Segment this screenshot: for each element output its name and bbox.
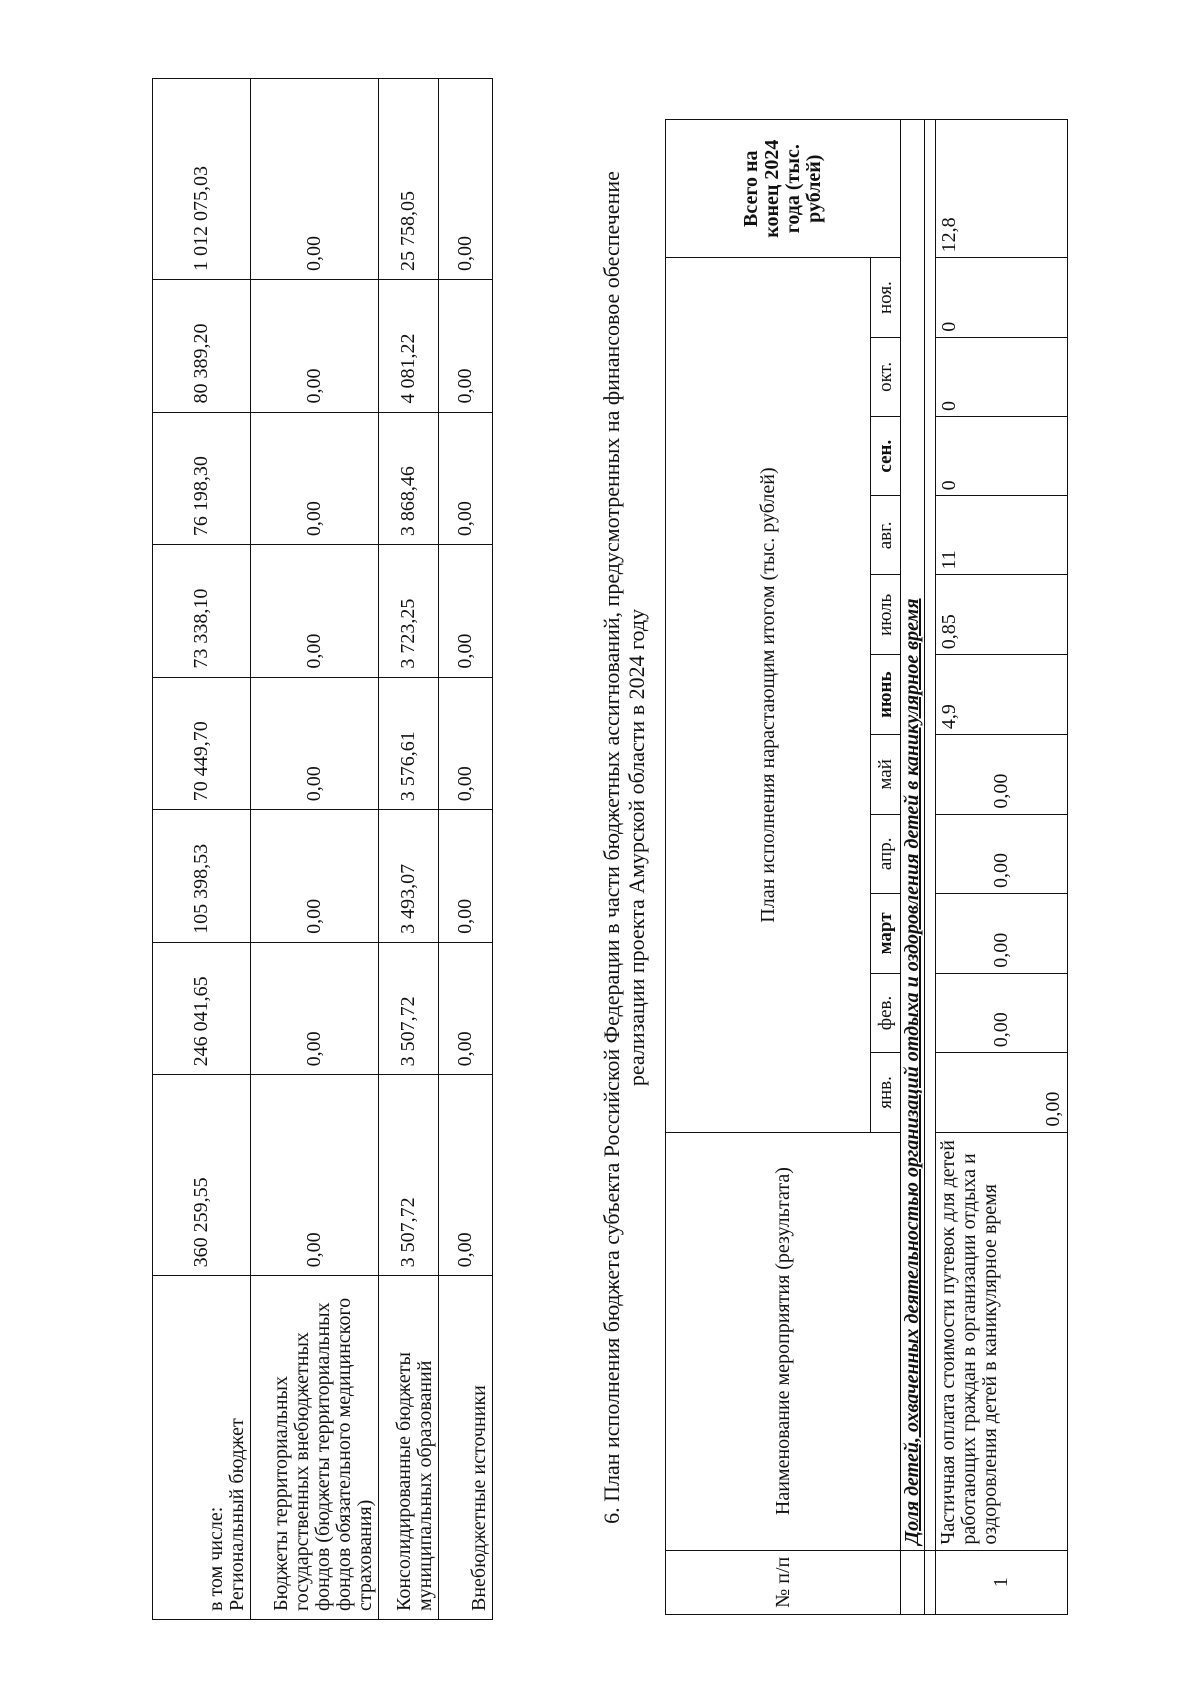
value-cell: 76 198,30 [153,412,251,545]
value-cell: 0,00 [439,545,493,678]
value-cell: 73 338,10 [153,545,251,678]
month-header: авг. [871,496,901,575]
row-label: Внебюджетные источники [439,1276,493,1620]
value-cell: 0,00 [936,814,1068,893]
value-cell: 11 [936,496,1068,575]
value-cell: 0,85 [936,575,1068,655]
row-label: в том числе: Региональный бюджет [153,1276,251,1620]
total-cell: 12,8 [936,120,1068,258]
table-row [379,79,439,1620]
value-cell: 246 041,65 [153,942,251,1075]
row-number: 1 [936,1550,1068,1614]
col-header-name: Наименование мероприятия (результата) [666,1132,901,1550]
heading-line-2: реализации проекта Амурской области в 2024 году [623,608,649,1087]
month-header: ноя. [871,258,901,337]
section-6-heading [600,0,649,1695]
row-label: Консолидированные бюджеты муниципальных образований [379,1276,439,1620]
header-row [666,120,871,1615]
table-row [439,79,493,1620]
value-cell: 0 [936,337,1068,416]
value-cell: 105 398,53 [153,810,251,943]
value-cell: 0,00 [439,810,493,943]
month-header: июнь [871,655,901,735]
value-cell: 0,00 [251,412,379,545]
month-header: сен. [871,416,901,495]
col-header-num: № п/п [666,1550,901,1614]
value-cell: 0,00 [439,79,493,280]
value-cell: 0,00 [251,677,379,810]
value-cell: 0,00 [251,79,379,280]
value-cell: 4,9 [936,655,1068,735]
row-label: Бюджеты территориальных государственных внебюджетных фондов (бюджеты территориальных фондов обязательного медицинского страхования) [251,1276,379,1620]
month-header: июль [871,575,901,655]
value-cell: 1 012 075,03 [153,79,251,280]
section-title: Доля детей, охваченных деятельностью организаций отдыха и оздоровления детей в каникулярное время [901,120,925,1551]
month-header: янв. [871,1053,901,1132]
value-cell: 25 758,05 [379,79,439,280]
value-cell: 3 868,46 [379,412,439,545]
budget-sources-table [152,78,493,1620]
month-header: март [871,894,901,974]
table-row [153,79,251,1620]
value-cell: 0,00 [439,412,493,545]
value-cell: 0,00 [936,894,1068,974]
section-num-cell [901,1550,925,1614]
value-cell: 0,00 [251,810,379,943]
spacer-row [925,120,936,1615]
col-header-plan: План исполнения нарастающим итогом (тыс. рублей) [666,258,871,1132]
value-cell: 0,00 [251,942,379,1075]
value-cell: 3 507,72 [379,1075,439,1276]
value-cell: 0 [936,416,1068,495]
value-cell: 0,00 [936,1053,1068,1132]
value-cell: 360 259,55 [153,1075,251,1276]
table-row [936,120,1068,1615]
value-cell: 3 723,25 [379,545,439,678]
month-header: окт. [871,337,901,416]
value-cell: 0 [936,258,1068,337]
value-cell: 80 389,20 [153,279,251,412]
value-cell: 70 449,70 [153,677,251,810]
value-cell: 0,00 [936,973,1068,1052]
value-cell: 0,00 [936,735,1068,814]
table-row [251,79,379,1620]
value-cell: 0,00 [439,1075,493,1276]
value-cell: 0,00 [251,279,379,412]
value-cell: 0,00 [251,545,379,678]
row-name: Частичная оплата стоимости путевок для детей работающих граждан в организации отдыха и оздоровления детей в каникулярное время [936,1132,1068,1550]
budget-execution-plan-table [665,119,1068,1615]
month-header: май [871,735,901,814]
value-cell: 3 576,61 [379,677,439,810]
month-header: фев. [871,973,901,1052]
value-cell: 0,00 [439,677,493,810]
value-cell: 0,00 [439,279,493,412]
month-header: апр. [871,814,901,893]
value-cell: 4 081,22 [379,279,439,412]
value-cell: 0,00 [251,1075,379,1276]
col-header-total: Всего на конец 2024 года (тыс. рублей) [666,120,901,258]
heading-line-1: 6. План исполнения бюджета субъекта Российской Федерации в части бюджетных ассигнований, предусмотренных на финансовое обеспечение [599,171,624,1524]
value-cell: 3 507,72 [379,942,439,1075]
value-cell: 0,00 [439,942,493,1075]
value-cell: 3 493,07 [379,810,439,943]
section-row [901,120,925,1615]
